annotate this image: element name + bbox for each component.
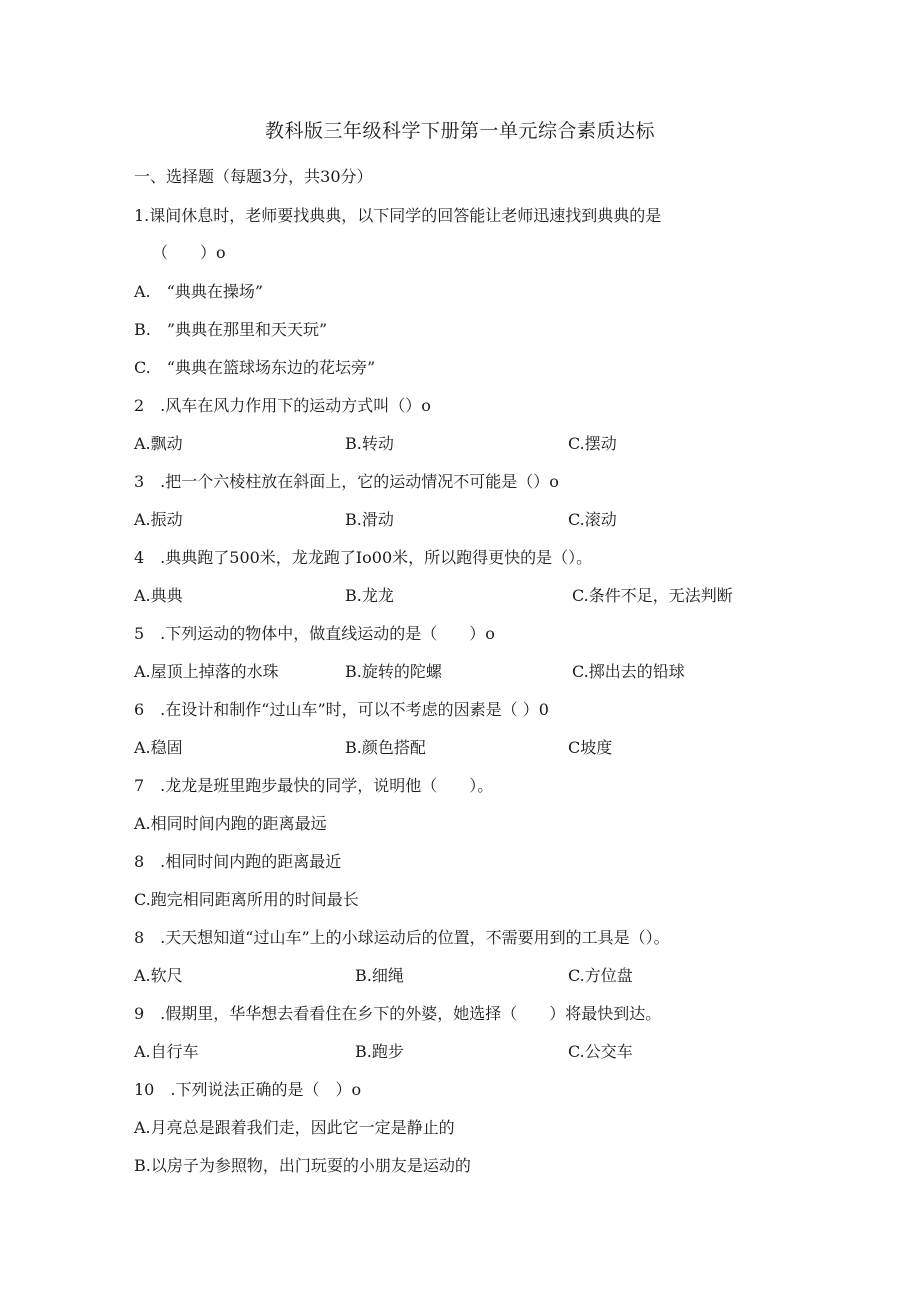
- question-3-stem: 3 .把一个六棱柱放在斜面上，它的运动情况不可能是（）o: [134, 472, 559, 491]
- question-5-option-a: A.屋顶上掉落的水珠: [134, 662, 279, 681]
- question-8-option-c: C.方位盘: [568, 966, 633, 985]
- question-1-option-b: B. ”典典在那里和天天玩”: [134, 320, 328, 339]
- question-10-option-b: B.以房子为参照物，出门玩耍的小朋友是运动的: [134, 1156, 471, 1175]
- question-5-option-b: B.旋转的陀螺: [345, 662, 442, 681]
- question-5-option-c: C.掷出去的铅球: [572, 662, 685, 681]
- question-1-stem-cont: （ ）o: [152, 243, 226, 262]
- question-8-option-b: B.细绳: [355, 966, 404, 985]
- section-heading: 一、选择题（每题3分，共30分）: [134, 167, 373, 186]
- question-6-stem: 6 .在设计和制作“过山车”时，可以不考虑的因素是（ ）0: [134, 700, 549, 719]
- question-3-option-c: C.滚动: [568, 510, 617, 529]
- question-6-option-b: B.颜色搭配: [345, 738, 426, 757]
- question-1-option-a: A. “典典在操场”: [134, 282, 264, 301]
- question-4-option-c: C.条件不足，无法判断: [572, 586, 733, 605]
- question-7-option-a: A.相同时间内跑的距离最远: [134, 814, 327, 833]
- question-5-stem: 5 .下列运动的物体中，做直线运动的是（ ）o: [134, 624, 495, 643]
- question-1-option-c: C. “典典在篮球场东边的花坛旁”: [134, 358, 376, 377]
- question-8-stem: 8 .天天想知道“过山车”上的小球运动后的位置，不需要用到的工具是（）。: [134, 928, 670, 947]
- question-7-option-b: 8 .相同时间内跑的距离最近: [134, 852, 342, 871]
- question-3-option-a: A.振动: [134, 510, 183, 529]
- question-1-stem: 1.课间休息时，老师要找典典，以下同学的回答能让老师迅速找到典典的是: [134, 206, 662, 225]
- question-9-option-b: B.跑步: [355, 1042, 404, 1061]
- question-9-option-a: A.自行车: [134, 1042, 199, 1061]
- question-4-option-a: A.典典: [134, 586, 183, 605]
- question-3-option-b: B.滑动: [345, 510, 394, 529]
- question-2-option-a: A.飘动: [134, 434, 183, 453]
- question-2-option-b: B.转动: [345, 434, 394, 453]
- question-10-stem: 10 .下列说法正确的是（ ）o: [134, 1080, 362, 1099]
- question-4-option-b: B.龙龙: [345, 586, 394, 605]
- page-title: 教科版三年级科学下册第一单元综合素质达标: [264, 120, 655, 142]
- question-6-option-c: C坡度: [568, 738, 613, 757]
- question-4-stem: 4 .典典跑了500米，龙龙跑了Io00米，所以跑得更快的是（）。: [134, 548, 593, 567]
- question-7-stem: 7 .龙龙是班里跑步最快的同学，说明他（ ）。: [134, 776, 494, 795]
- question-7-option-c: C.跑完相同距离所用的时间最长: [134, 890, 359, 909]
- question-8-option-a: A.软尺: [134, 966, 183, 985]
- question-2-stem: 2 .风车在风力作用下的运动方式叫（）o: [134, 396, 431, 415]
- question-2-option-c: C.摆动: [568, 434, 617, 453]
- question-9-option-c: C.公交车: [568, 1042, 633, 1061]
- question-9-stem: 9 .假期里，华华想去看看住在乡下的外婆，她选择（ ）将最快到达。: [134, 1004, 662, 1023]
- question-10-option-a: A.月亮总是跟着我们走，因此它一定是静止的: [134, 1118, 455, 1137]
- question-6-option-a: A.稳固: [134, 738, 183, 757]
